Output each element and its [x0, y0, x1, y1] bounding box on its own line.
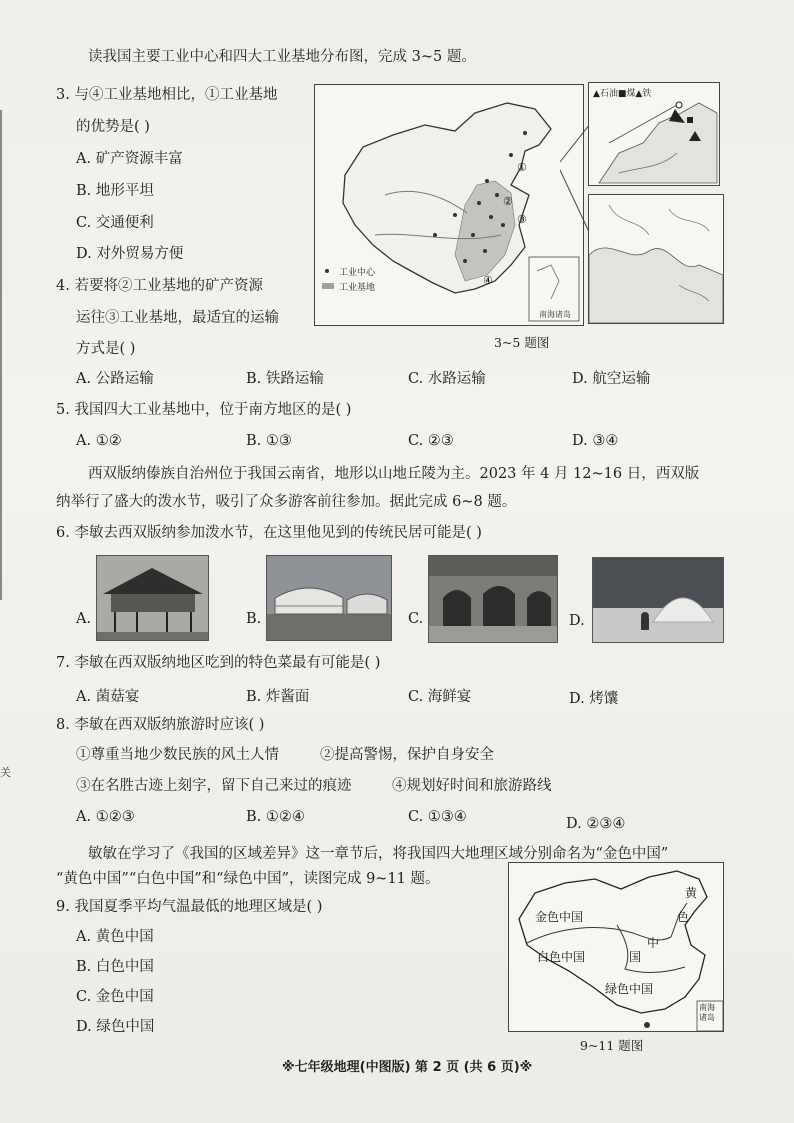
q6-stem: 6. 李敏去西双版纳参加泼水节，在这里他见到的传统民居可能是( ) [56, 525, 482, 541]
q9-option-d[interactable]: D. 绿色中国 [76, 1019, 155, 1035]
photo-stilt-house[interactable] [96, 555, 209, 641]
cave-dwelling-image [429, 556, 557, 642]
marker-2: ② [503, 195, 513, 208]
q4-option-a[interactable]: A. 公路运输 [76, 371, 154, 387]
q8-statement-3: ③在名胜古迹上刻字，留下自己来过的痕迹 [76, 778, 352, 794]
marker-3: ③ [517, 213, 527, 226]
binding-edge [0, 110, 2, 600]
label-country: 国 [629, 950, 642, 964]
q3-stem-line1: 3. 与④工业基地相比，①工业基地 [56, 87, 278, 103]
q5-stem: 5. 我国四大工业基地中，位于南方地区的是( ) [56, 402, 352, 418]
q3-stem-line2: 的优势是( ) [76, 119, 150, 135]
q3-option-a[interactable]: A. 矿产资源丰富 [76, 151, 183, 167]
q6-option-b[interactable]: B. [246, 611, 262, 627]
q4-option-b[interactable]: B. 铁路运输 [246, 371, 324, 387]
q8-option-c[interactable]: C. ①③④ [408, 809, 467, 825]
marker-1: ① [517, 161, 527, 174]
q4-option-d[interactable]: D. 航空运输 [572, 371, 651, 387]
coast-detail-map [589, 195, 723, 323]
industry-map [314, 84, 584, 326]
label-yellow-2: 色 [677, 910, 690, 924]
q8-statement-2: ②提高警惕，保护自身安全 [320, 747, 494, 763]
legend-base-label: 工业基地 [339, 283, 376, 293]
q7-option-d[interactable]: D. 烤馕 [569, 691, 619, 707]
marker-4: ④ [483, 274, 493, 287]
q5-option-c[interactable]: C. ②③ [408, 433, 454, 449]
page-footer: ※七年级地理(中图版) 第 2 页 (共 6 页)※ [282, 1060, 533, 1075]
q5-option-a[interactable]: A. ①② [76, 433, 122, 449]
intro-6-8-line2: 纳举行了盛大的泼水节，吸引了众多游客前往参加。据此完成 6~8 题。 [56, 494, 517, 510]
q9-option-a[interactable]: A. 黄色中国 [76, 929, 154, 945]
four-regions-map [509, 863, 723, 1031]
q8-statement-1: ①尊重当地少数民族的风土人情 [76, 747, 279, 763]
q7-option-c[interactable]: C. 海鲜宴 [408, 689, 472, 705]
intro-6-8-line1: 西双版纳傣族自治州位于我国云南省，地形以山地丘陵为主。2023 年 4 月 12~16 日，西双版 [88, 466, 700, 482]
q7-option-b[interactable]: B. 炸酱面 [246, 689, 310, 705]
photo-igloo[interactable] [592, 557, 724, 643]
photo-yurt[interactable] [266, 555, 392, 641]
q7-stem: 7. 李敏在西双版纳地区吃到的特色菜最有可能是( ) [56, 655, 381, 671]
q3-option-d[interactable]: D. 对外贸易方便 [76, 246, 184, 262]
intro-9-11-line2: “黄色中国”“白色中国”和“绿色中国”，读图完成 9~11 题。 [56, 871, 440, 887]
china-outline-map [315, 85, 583, 325]
map2-caption: 9~11 题图 [580, 1038, 644, 1053]
label-green-china: 绿色中国 [605, 982, 654, 996]
q4-stem-line1: 4. 若要将②工业基地的矿产资源 [56, 278, 263, 294]
q8-option-b[interactable]: B. ①②④ [246, 809, 305, 825]
q9-option-b[interactable]: B. 白色中国 [76, 959, 154, 975]
q6-option-c[interactable]: C. [408, 611, 424, 627]
q8-statement-4: ④规划好时间和旅游路线 [392, 778, 552, 794]
q3-option-b[interactable]: B. 地形平坦 [76, 183, 154, 199]
intro-9-11-line1: 敏敏在学习了《我国的区域差异》这一章节后，将我国四大地理区域分别命名为“金色中国” [88, 846, 669, 862]
stilt-house-image [97, 556, 208, 640]
map1-caption: 3~5 题图 [494, 335, 550, 350]
map1-inset-label: 南海诸岛 [539, 310, 571, 319]
intro-3-5: 读我国主要工业中心和四大工业基地分布图，完成 3~5 题。 [88, 49, 476, 65]
q4-stem-line2: 运往③工业基地，最适宜的运输 [76, 310, 279, 326]
q8-option-d[interactable]: D. ②③④ [566, 816, 626, 832]
q4-stem-line3: 方式是( ) [76, 341, 136, 357]
regions-map [508, 862, 724, 1032]
label-yellow-1: 黄 [685, 886, 698, 900]
q9-stem: 9. 我国夏季平均气温最低的地理区域是( ) [56, 899, 323, 915]
q6-option-d[interactable]: D. [569, 613, 585, 629]
resource-legend: ▲石油■煤▲铁 [593, 89, 652, 99]
detail-map-coast [588, 194, 724, 324]
map2-inset-label: 南海诸岛 [699, 1003, 715, 1022]
q8-stem: 8. 李敏在西双版纳旅游时应该( ) [56, 717, 265, 733]
q5-option-d[interactable]: D. ③④ [572, 433, 619, 449]
q6-option-a[interactable]: A. [76, 611, 92, 627]
igloo-image [593, 558, 723, 642]
label-gold-china: 金色中国 [535, 910, 584, 924]
photo-cave-dwelling[interactable] [428, 555, 558, 643]
margin-char: 关 [0, 766, 11, 779]
q8-option-a[interactable]: A. ①②③ [76, 809, 135, 825]
q5-option-b[interactable]: B. ①③ [246, 433, 292, 449]
label-middle: 中 [647, 936, 660, 950]
legend-center-label: 工业中心 [339, 268, 376, 278]
detail-map-northeast [588, 82, 720, 186]
q3-option-c[interactable]: C. 交通便利 [76, 215, 154, 231]
q9-option-c[interactable]: C. 金色中国 [76, 989, 154, 1005]
q4-option-c[interactable]: C. 水路运输 [408, 371, 486, 387]
label-white-china: 白色中国 [537, 950, 586, 964]
q7-option-a[interactable]: A. 菌菇宴 [76, 689, 140, 705]
yurt-image [267, 556, 391, 640]
